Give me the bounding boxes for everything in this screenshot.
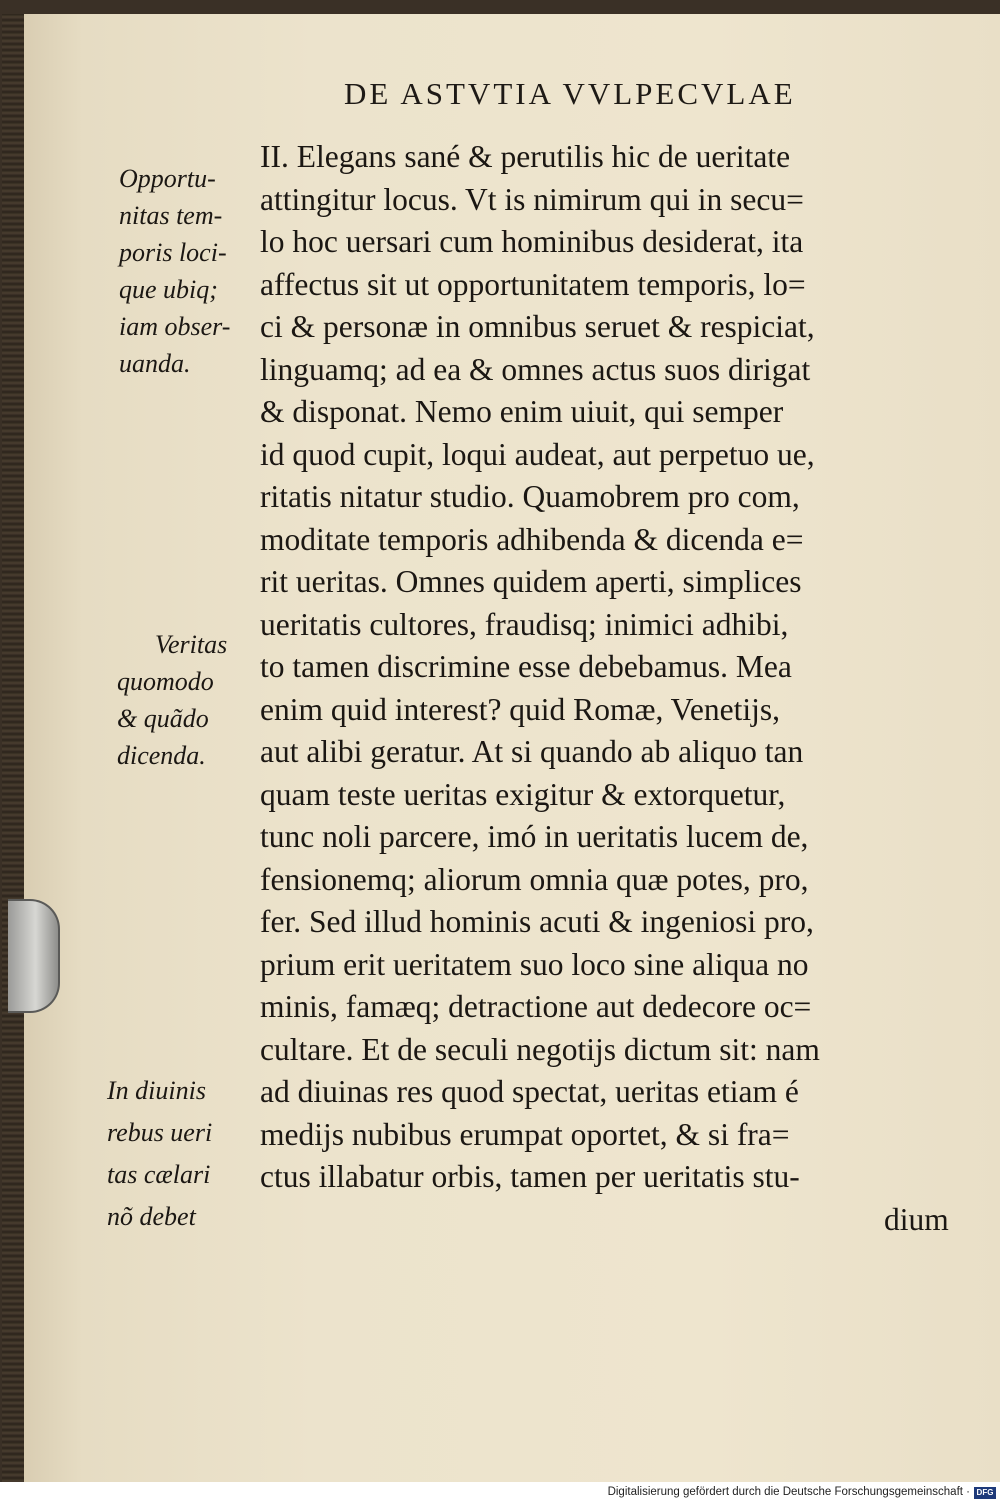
text-line: id quod cupit, loqui audeat, aut perpetuo ue, [260,436,815,472]
margin-note-opportunitas [119,160,230,382]
text-line: ci & personæ in omnibus seruet & respiciat, [260,309,815,344]
text-line: fer. Sed illud hominis acuti & ingeniosi pro, [260,904,814,939]
text-line: ritatis nitatur studio. Quamobrem pro com, [260,479,800,514]
text-line: & disponat. Nemo enim uiuit, qui semper [260,394,784,429]
text-line: cultare. Et de seculi negotijs dictum sit: nam [260,1031,820,1067]
margin-note-line: & quãdo [117,704,209,733]
running-header: DE ASTVTIA VVLPECVLAE [344,76,796,111]
text-line: linguamq; ad ea & omnes actus suos dirigat [260,351,811,387]
text-line: attingitur locus. Vt is nimirum qui in secu= [260,181,804,217]
margin-note-line: nitas tem- [119,201,223,230]
catchword: dium [884,1201,949,1237]
text-line: quam teste ueritas exigitur & extorquetur, [260,776,786,812]
margin-note-line: uanda. [119,349,191,378]
margin-note-line: iam obser- [119,312,231,341]
text-line: ad diuinas res quod spectat, ueritas etiam é [260,1074,799,1109]
margin-note-line: In diuinis [107,1076,206,1105]
text-line: aut alibi geratur. At si quando ab aliquo tan [260,734,804,769]
text-line: moditate temporis adhibenda & dicenda e= [260,521,804,557]
margin-note-veritas [117,626,227,774]
text-line: prium erit ueritatem suo loco sine aliqua no [260,946,809,982]
margin-note-line: que ubiq; [119,275,218,304]
text-line: enim quid interest? quid Romæ, Venetijs, [260,691,780,727]
margin-note-line: poris loci- [119,238,227,267]
text-line: II. Elegans sané & perutilis hic de ueritate [260,139,791,174]
book-page [22,14,1000,1482]
footer-credit: Digitalisierung gefördert durch die Deutsche Forschungsgemeinschaft · [607,1486,970,1498]
margin-note-diuinis [107,1072,212,1240]
text-line: medijs nubibus erumpat oportet, & si fra= [260,1116,790,1152]
margin-note-line: Opportu- [119,164,216,193]
text-line: rit ueritas. Omnes quidem aperti, simplices [260,564,802,599]
text-line: to tamen discrimine esse debebamus. Mea [260,649,792,684]
text-line: ctus illabatur orbis, tamen per ueritatis stu- [260,1159,800,1194]
text-line: lo hoc uersari cum hominibus desiderat, ita [260,224,804,259]
text-line: minis, famæq; detractione aut dedecore oc= [260,989,812,1024]
margin-note-line: rebus ueri [107,1118,213,1147]
margin-note-line: Veritas [155,630,228,659]
margin-note-line: nõ debet [107,1202,196,1231]
dfg-logo-icon: DFG [974,1487,996,1499]
margin-note-line: tas cælari [107,1160,211,1189]
main-text-block [260,136,995,1241]
digitization-footer [0,1484,1000,1503]
page-clip [8,899,60,1013]
text-line: tunc noli parcere, imó in ueritatis lucem de, [260,819,809,854]
text-line: fensionemq; aliorum omnia quæ potes, pro, [260,861,809,897]
text-line: affectus sit ut opportunitatem temporis, lo= [260,266,806,302]
margin-note-line: quomodo [117,667,214,696]
margin-note-line: dicenda. [117,741,206,770]
text-line: ueritatis cultores, fraudisq; inimici adhibi, [260,606,789,642]
